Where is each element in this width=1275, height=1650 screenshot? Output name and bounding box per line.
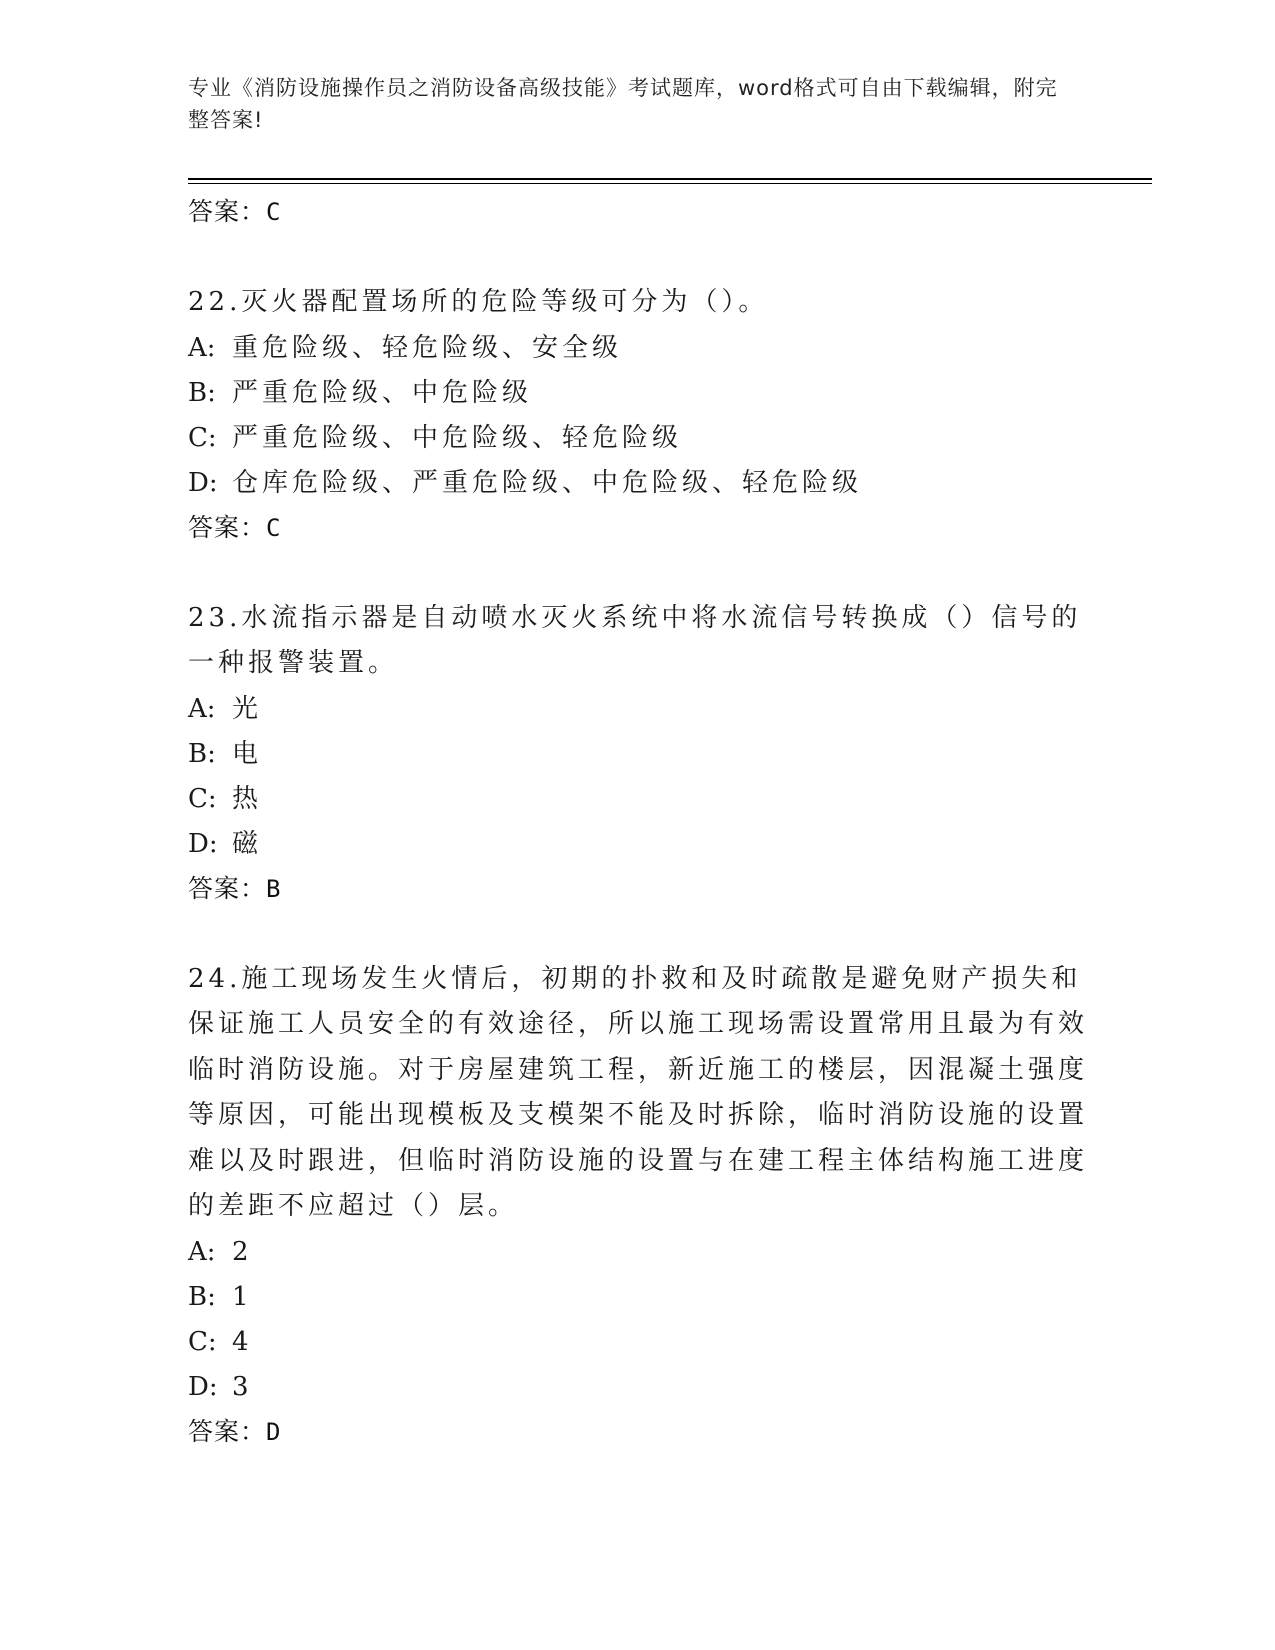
option-b	[188, 732, 1088, 777]
header-divider-thin	[188, 183, 1152, 184]
question-24	[188, 957, 1088, 1454]
question-23	[188, 596, 1088, 911]
option-text: 严重危险级、中危险级、轻危险级	[232, 422, 683, 453]
header-divider-thick	[188, 178, 1152, 180]
answer-label: 答案：	[188, 512, 267, 542]
answer-value: D	[266, 1417, 281, 1446]
answer-value: B	[266, 874, 281, 903]
option-c	[188, 777, 1088, 822]
question-stem: 23.水流指示器是自动喷水灭火系统中将水流信号转换成（）信号的一种报警装置。	[188, 602, 1082, 678]
question-stem: 24.施工现场发生火情后，初期的扑救和及时疏散是避免财产损失和保证施工人员安全的有效途径，所以施工现场需设置常用且最为有效临时消防设施。对于房屋建筑工程，新近施工的楼层，因混凝土强度等原因，可能出现模板及支模架不能及时拆除，临时消防设施的设置难以及时跟进，但临时消防设施的设置与在建工程主体结构施工进度的差距不应超过（）层。	[188, 963, 1089, 1221]
answer-label: 答案：	[188, 873, 267, 903]
option-a	[188, 326, 1088, 371]
option-text: 重危险级、轻危险级、安全级	[232, 332, 623, 363]
option-letter: A:	[188, 693, 216, 724]
option-text: 光	[232, 693, 263, 724]
option-text: 磁	[232, 828, 263, 859]
option-text: 电	[232, 738, 263, 769]
question-stem: 22.灭火器配置场所的危险等级可分为（）。	[188, 287, 769, 317]
option-text: 4	[232, 1326, 253, 1357]
previous-answer	[188, 190, 1088, 234]
option-a	[188, 1230, 1088, 1275]
option-d	[188, 822, 1088, 867]
option-c	[188, 1320, 1088, 1365]
option-letter: C:	[188, 422, 217, 453]
question-answer	[188, 506, 1088, 550]
document-header: 专业《消防设施操作员之消防设备高级技能》考试题库，word格式可自由下载编辑，附完整答案!	[188, 76, 1058, 132]
question-answer	[188, 867, 1088, 911]
question-22	[188, 280, 1088, 550]
option-text: 仓库危险级、严重危险级、中危险级、轻危险级	[232, 467, 863, 498]
option-letter: D:	[188, 828, 218, 859]
option-b	[188, 371, 1088, 416]
option-a	[188, 687, 1088, 732]
option-text: 热	[232, 783, 263, 814]
option-letter: D:	[188, 1371, 218, 1402]
answer-label: 答案：	[188, 197, 267, 226]
option-letter: B:	[188, 738, 216, 769]
option-text: 2	[232, 1236, 253, 1267]
option-letter: A:	[188, 1236, 216, 1267]
option-d	[188, 461, 1088, 506]
question-answer	[188, 1410, 1088, 1454]
option-text: 严重危险级、中危险级	[232, 377, 533, 408]
option-letter: A:	[188, 332, 216, 363]
option-letter: C:	[188, 1326, 217, 1357]
option-b	[188, 1275, 1088, 1320]
question-list	[188, 190, 1088, 1454]
option-letter: C:	[188, 783, 217, 814]
answer-label: 答案：	[188, 1416, 267, 1446]
answer-value: C	[266, 198, 281, 226]
option-d	[188, 1365, 1088, 1410]
option-c	[188, 416, 1088, 461]
option-letter: B:	[188, 1281, 216, 1312]
option-letter: B:	[188, 377, 216, 408]
option-text: 1	[232, 1281, 253, 1312]
answer-value: C	[266, 513, 281, 542]
option-text: 3	[232, 1371, 253, 1402]
option-letter: D:	[188, 467, 218, 498]
